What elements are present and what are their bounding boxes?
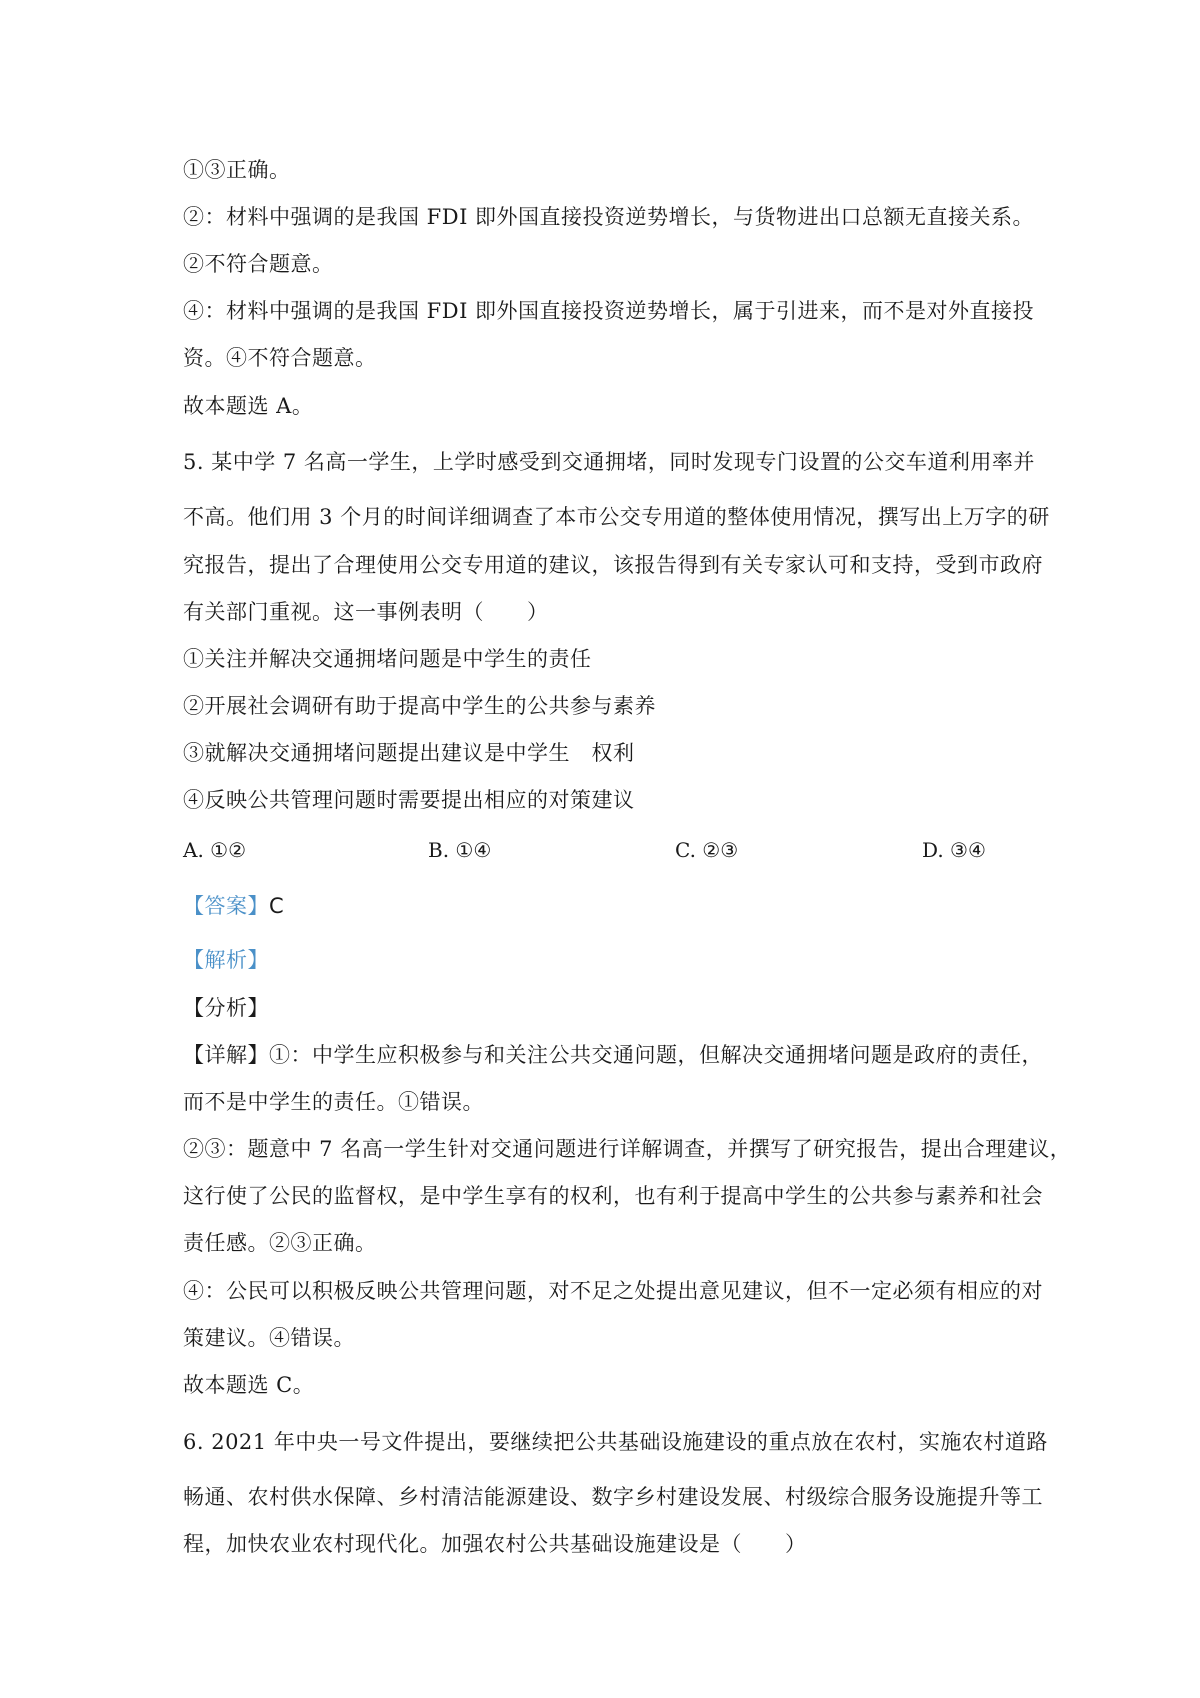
prev-explanation-line: ②不符合题意。 [183, 252, 334, 276]
q5-stem-line: 有关部门重视。这一事例表明（ ） [183, 600, 549, 624]
q6-stem-line: 程，加快农业农村现代化。加强农村公共基础设施建设是（ ） [183, 1532, 807, 1556]
prev-conclusion: 故本题选 A。 [183, 394, 314, 418]
q5-statement: ②开展社会调研有助于提高中学生的公共参与素养 [183, 694, 656, 718]
answer-value: C [269, 894, 285, 918]
q5-answer-row [183, 892, 284, 920]
q5-stem-line: 5. 某中学 7 名高一学生，上学时感受到交通拥堵，同时发现专门设置的公交车道利用率并 [183, 450, 1035, 474]
q6-stem-line: 6. 2021 年中央一号文件提出，要继续把公共基础设施建设的重点放在农村，实施农村道路 [183, 1430, 1048, 1454]
q5-option-d: D. ③④ [922, 838, 986, 862]
q5-option-b: B. ①④ [428, 838, 492, 862]
q5-statement: ①关注并解决交通拥堵问题是中学生的责任 [183, 647, 592, 671]
prev-explanation-line: ①③正确。 [183, 158, 291, 182]
q5-explanation-line: 策建议。④错误。 [183, 1326, 355, 1350]
fenxi-label: 【分析】 [183, 996, 269, 1020]
q5-explanation-line: ④：公民可以积极反映公共管理问题，对不足之处提出意见建议，但不一定必须有相应的对 [183, 1279, 1043, 1303]
q5-option-a: A. ①② [183, 838, 247, 862]
q5-statement: ④反映公共管理问题时需要提出相应的对策建议 [183, 788, 635, 812]
q6-stem-line: 畅通、农村供水保障、乡村清洁能源建设、数字乡村建设发展、村级综合服务设施提升等工 [183, 1485, 1043, 1509]
q5-explanation-line: 这行使了公民的监督权，是中学生享有的权利，也有利于提高中学生的公共参与素养和社会 [183, 1184, 1043, 1208]
q5-explanation-line: 而不是中学生的责任。①错误。 [183, 1090, 484, 1114]
prev-explanation-line: ④：材料中强调的是我国 FDI 即外国直接投资逆势增长，属于引进来，而不是对外直接投 [183, 299, 1035, 323]
analysis-label: 【解析】 [183, 948, 269, 972]
prev-explanation-line: 资。④不符合题意。 [183, 346, 377, 370]
q5-stem-line: 究报告，提出了合理使用公交专用道的建议，该报告得到有关专家认可和支持，受到市政府 [183, 553, 1043, 577]
q5-explanation-line: 责任感。②③正确。 [183, 1231, 377, 1255]
q5-explanation-line: 【详解】①：中学生应积极参与和关注公共交通问题，但解决交通拥堵问题是政府的责任， [183, 1043, 1043, 1067]
answer-label: 【答案】 [183, 894, 269, 918]
q5-explanation-line: ②③：题意中 7 名高一学生针对交通问题进行详解调查，并撰写了研究报告，提出合理建议， [183, 1137, 1072, 1161]
q5-statement: ③就解决交通拥堵问题提出建议是中学生 权利 [183, 741, 635, 765]
q5-option-c: C. ②③ [675, 838, 739, 862]
q5-stem-line: 不高。他们用 3 个月的时间详细调查了本市公交专用道的整体使用情况，撰写出上万字的研 [183, 505, 1050, 529]
q5-conclusion: 故本题选 C。 [183, 1373, 315, 1397]
prev-explanation-line: ②：材料中强调的是我国 FDI 即外国直接投资逆势增长，与货物进出口总额无直接关系。 [183, 205, 1035, 229]
